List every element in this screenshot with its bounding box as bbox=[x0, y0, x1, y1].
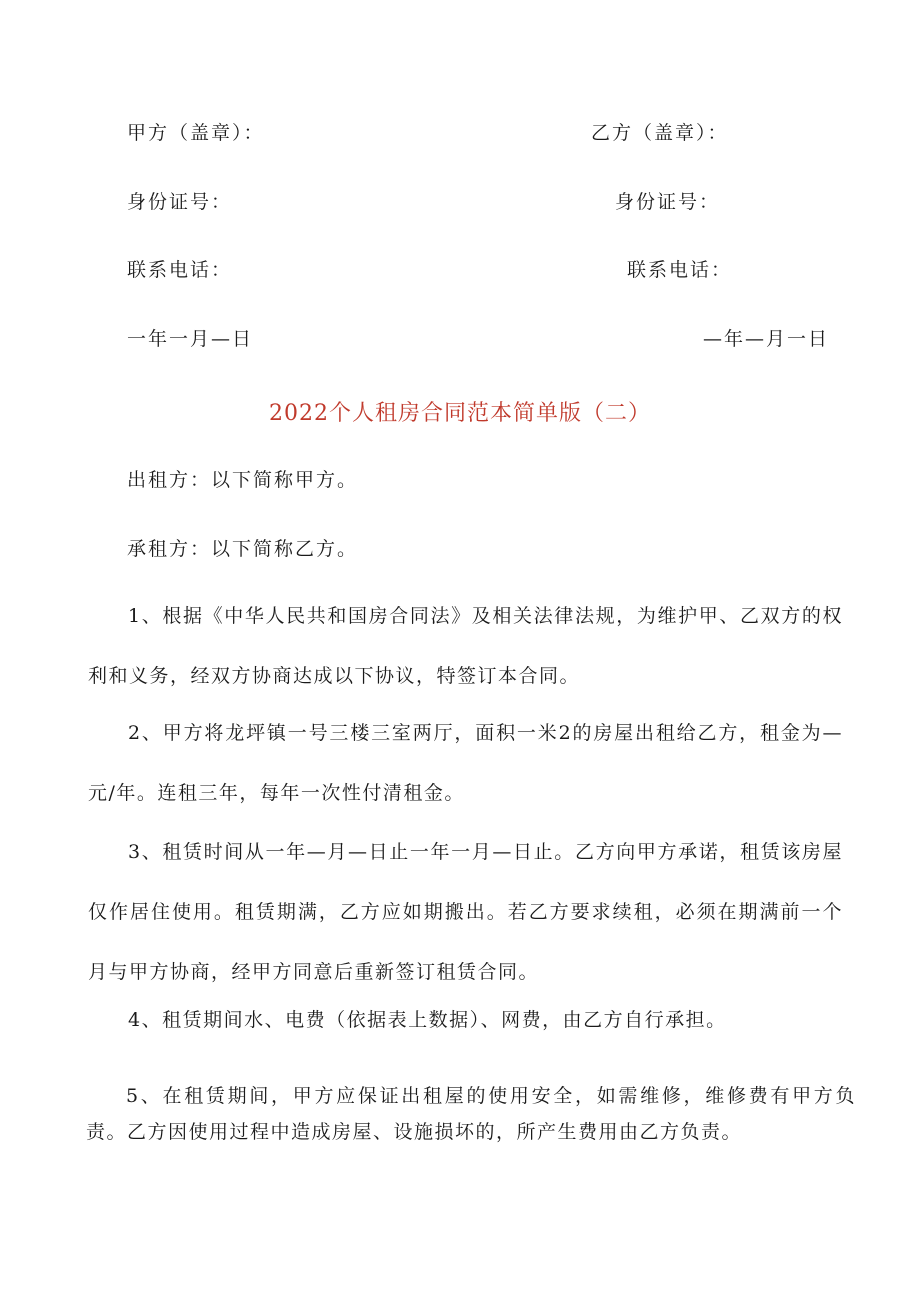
party-a-seal: 甲方（盖章）： bbox=[127, 122, 265, 144]
clause-4: 4、租赁期间水、电费（依据表上数据）、网费，由乙方自行承担。 bbox=[128, 1009, 727, 1031]
party-b-id: 身份证号： bbox=[615, 191, 721, 213]
party-b-seal: 乙方（盖章）： bbox=[591, 122, 729, 144]
party-a-date: 一年一月—日 bbox=[127, 328, 254, 350]
party-a-id: 身份证号： bbox=[127, 191, 233, 213]
clause-2: 2、甲方将龙坪镇一号三楼三室两厅，面积一米2的房屋出租给乙方，租金为—元/年。连租三年，每年一次性付清租金。 bbox=[88, 722, 843, 804]
clause-5: 5、在租赁期间，甲方应保证出租屋的使用安全，如需维修，维修费有甲方负责。乙方因使用过程中造成房屋、设施损坏的，所产生费用由乙方负责。 bbox=[86, 1085, 856, 1143]
section-title: 2022个人租房合同范本简单版（二） bbox=[269, 401, 651, 426]
lessee-line: 承租方：以下简称乙方。 bbox=[127, 538, 359, 560]
party-b-phone: 联系电话： bbox=[627, 259, 733, 281]
lessor-line: 出租方：以下简称甲方。 bbox=[127, 469, 359, 491]
party-a-phone: 联系电话： bbox=[127, 259, 233, 281]
clause-1: 1、根据《中华人民共和国房合同法》及相关法律法规，为维护甲、乙双方的权利和义务，经双方协商达成以下协议，特签订本合同。 bbox=[88, 605, 843, 687]
party-b-date: —年—月一日 bbox=[703, 328, 830, 350]
clause-3: 3、租赁时间从一年—月—日止一年一月—日止。乙方向甲方承诺，租赁该房屋仅作居住使用。租赁期满，乙方应如期搬出。若乙方要求续租，必须在期满前一个月与甲方协商，经甲方同意后重新签订租赁合同。 bbox=[88, 841, 843, 983]
